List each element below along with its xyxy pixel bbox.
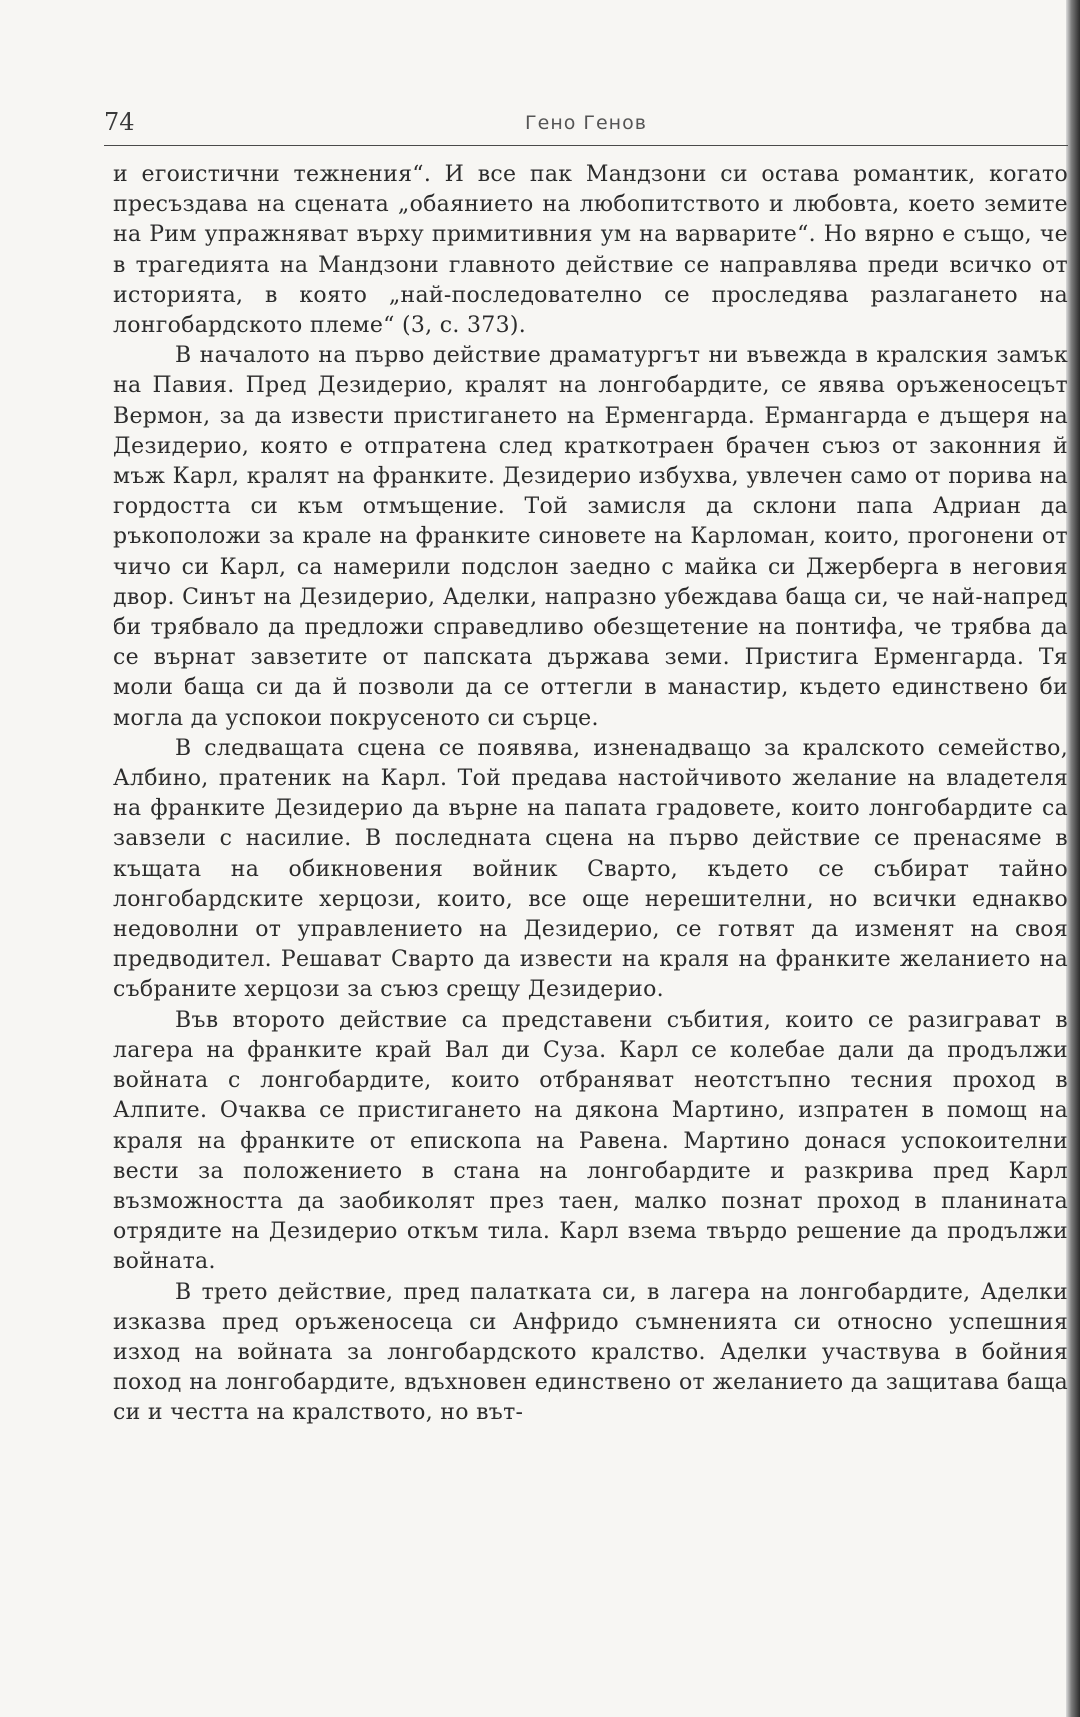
page-number: 74 (104, 108, 135, 136)
paragraph-act-three: В трето действие, пред палатката си, в лагера на лонгобардите, Аделки изказва пред оръженосеца си Анфридо съмненията си относно успешния изход на войната за лонгобардското кралство. Аделки участвува в бойния поход на лонгобардите, вдъхновен единствено от желанието да защитава баща си и честта на кралството, но вът- (113, 1279, 1068, 1426)
running-head-author: Гено Генов (525, 112, 647, 134)
body-text (113, 160, 1068, 1429)
paragraph-act-one: В началото на първо действие драматургът ни въвежда в кралския замък на Павия. Пред Дезидерио, кралят на лонгобардите, се явява оръженосецът Вермон, за да извести пристигането на Ерменгарда. Ермангарда е дъщеря на Дезидерио, която е отпратена след краткотраен брачен съюз от законния й мъж Карл, кралят на франките. Дезидерио избухва, увлечен само от порива на гордостта си към отмъщение. Той замисля да склони папа Адриан да ръкоположи за крале на франките синовете на Карломан, които, прогонени от чичо си Карл, са намерили подслон заедно с майка си Джерберга в неговия двор. Синът на Дезидерио, Аделки, напразно убеждава баща си, че най-напред би трябвало да предложи справедливо обезщетение на понтифа, че трябва да се върнат завзетите от папската държава земи. Пристига Ерменгарда. Тя моли баща си да й позволи да се оттегли в манастир, където единствено би могла да успокои покрусеното си сърце. (113, 343, 1068, 731)
paragraph-continuation: и егоистични тежнения“. И все пак Мандзони си остава романтик, когато пресъздава на сцената „обаянието на любопитството и любовта, което земите на Рим упражняват върху примитивния ум на варварите“. Но вярно е също, че в трагедията на Мандзони главното действие се направлява преди всичко от историята, в която „най-последователно се проследява разлагането на лонгобардското племе“ (3, с. 373). (113, 162, 1068, 339)
paragraph-next-scene: В следващата сцена се появява, изненадващо за кралското семейство, Албино, пратеник на Карл. Той предава настойчивото желание на владетеля на франките Дезидерио да върне на папата градовете, които лонгобардите са завзели с насилие. В последната сцена на първо действие се пренасяме в къщата на обикновения войник Сварто, където се събират тайно лонгобардските херцози, които, все още нерешителни, но всички еднакво недоволни от управлението на Дезидерио, се готвят да изменят на своя предводител. Решават Сварто да извести на краля на франките желанието на събраните херцози за съюз срещу Дезидерио. (113, 735, 1068, 1003)
book-spine-shadow (1066, 0, 1080, 1717)
page-header (104, 104, 1068, 144)
header-rule (104, 145, 1068, 146)
paragraph-act-two: Във второто действие са представени събития, които се разиграват в лагера на франките край Вал ди Суза. Карл се колебае дали да продължи войната с лонгобардите, които отбраняват неотстъпно тесния проход в Алпите. Очаква се пристигането на дякона Мартино, изпратен в помощ на краля на франките от епископа на Равена. Мартино донася успокоителни вести за положението в стана на лонгобардите и разкрива пред Карл възможността да заобиколят през таен, малко познат проход в планината отрядите на Дезидерио откъм тила. Карл взема твърдо решение да продължи войната. (113, 1007, 1068, 1275)
